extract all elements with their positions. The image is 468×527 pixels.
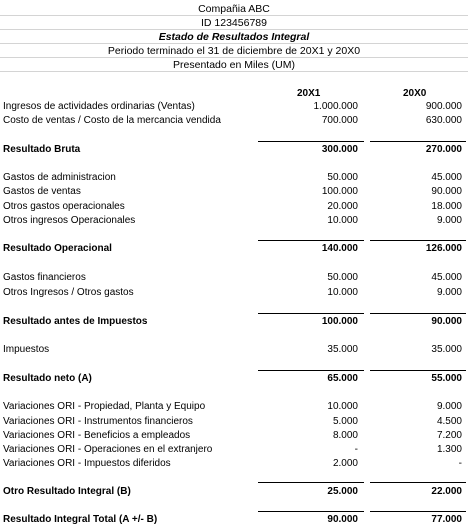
value-20x1: 100.000 [321,186,358,197]
value-20x0: 55.000 [431,373,462,384]
value-20x0: 4.500 [436,416,462,427]
value-20x0: 9.000 [436,215,462,226]
value-20x0: 90.000 [431,316,462,327]
value-20x1: 35.000 [327,344,358,355]
row-label: Resultado neto (A) [3,373,92,384]
value-20x1: 65.000 [327,373,358,384]
row-label: Resultado antes de Impuestos [3,316,148,327]
total-rule [258,511,364,512]
subtotal-rule [370,313,466,314]
value-20x1: 700.000 [321,115,358,126]
subtotal-rule [258,313,364,314]
row-label: Variaciones ORI - Propiedad, Planta y Equipo [3,401,206,412]
table-row [0,214,468,228]
value-20x1: 8.000 [332,430,358,441]
value-20x0: 9.000 [436,401,462,412]
value-20x0: - [458,458,462,469]
row-label: Resultado Bruta [3,144,81,155]
value-20x0: 900.000 [425,101,462,112]
value-20x0: 126.000 [425,243,462,254]
value-20x1: 90.000 [327,514,358,525]
table-row [0,200,468,214]
company-id: ID 123456789 [201,17,267,29]
table-row [0,171,468,185]
subtotal-rule [258,370,364,371]
row-label: Gastos de administracion [3,172,116,183]
value-20x1: 25.000 [327,486,358,497]
row-label: Impuestos [3,344,50,355]
subtotal-rule [258,240,364,241]
row-label: Resultado Integral Total (A +/- B) [3,514,158,525]
value-20x0: 45.000 [431,272,462,283]
column-header-20x1: 20X1 [297,88,321,99]
value-20x0: 77.000 [431,514,462,525]
value-20x1: 10.000 [327,215,358,226]
row-label: Otros Ingresos / Otros gastos [3,287,134,298]
subtotal-row [0,372,468,386]
row-label: Gastos de ventas [3,186,81,197]
row-label: Variaciones ORI - Instrumentos financieros [3,416,193,427]
row-label: Resultado Operacional [3,243,112,254]
value-20x1: 2.000 [332,458,358,469]
value-20x1: 300.000 [321,144,358,155]
value-20x0: 1.300 [436,444,462,455]
table-row [0,443,468,457]
table-row [0,457,468,471]
table-row [0,114,468,128]
table-row [0,415,468,429]
value-20x0: 7.200 [436,430,462,441]
subtotal-rule [370,240,466,241]
value-20x1: 50.000 [327,172,358,183]
table-row [0,343,468,357]
subtotal-rule [370,482,466,483]
table-row [0,429,468,443]
value-20x0: 35.000 [431,344,462,355]
value-20x0: 45.000 [431,172,462,183]
subtotal-rule [258,141,364,142]
row-label: Variaciones ORI - Operaciones en el extranjero [3,444,213,455]
value-20x1: 10.000 [327,287,358,298]
total-row [0,513,468,527]
table-row [0,185,468,199]
value-20x1: 100.000 [321,316,358,327]
row-label: Otro Resultado Integral (B) [3,486,131,497]
value-20x1: 50.000 [327,272,358,283]
subtotal-rule [370,370,466,371]
value-20x1: 5.000 [332,416,358,427]
row-label: Variaciones ORI - Beneficios a empleados [3,430,191,441]
value-20x0: 9.000 [436,287,462,298]
subtotal-rule [370,141,466,142]
value-20x1: 140.000 [321,243,358,254]
value-20x0: 22.000 [431,486,462,497]
value-20x0: 270.000 [425,144,462,155]
row-label: Otros gastos operacionales [3,201,125,212]
subtotal-row [0,315,468,329]
value-20x1: 1.000.000 [313,101,358,112]
value-20x0: 90.000 [431,186,462,197]
row-label: Variaciones ORI - Impuestos diferidos [3,458,171,469]
column-header-20x0: 20X0 [403,88,427,99]
table-row [0,286,468,300]
table-row [0,100,468,114]
row-label: Ingresos de actividades ordinarias (Ventas) [3,101,195,112]
subtotal-row [0,242,468,256]
units-text: Presentado en Miles (UM) [173,59,295,71]
value-20x0: 630.000 [425,115,462,126]
value-20x1: 10.000 [327,401,358,412]
statement-title: Estado de Resultados Integral [158,31,310,43]
period-text: Periodo terminado el 31 de diciembre de 20X1 y 20X0 [107,45,361,57]
table-row [0,271,468,285]
value-20x1: 20.000 [327,201,358,212]
row-label: Gastos financieros [3,272,86,283]
value-20x1: - [354,444,358,455]
company-name: Compañia ABC [198,3,270,15]
row-label: Costo de ventas / Costo de la mercancia vendida [3,115,221,126]
subtotal-row [0,485,468,499]
subtotal-rule [258,482,364,483]
subtotal-row [0,143,468,157]
row-label: Otros ingresos Operacionales [3,215,136,226]
value-20x0: 18.000 [431,201,462,212]
table-row [0,400,468,414]
total-rule [370,511,466,512]
